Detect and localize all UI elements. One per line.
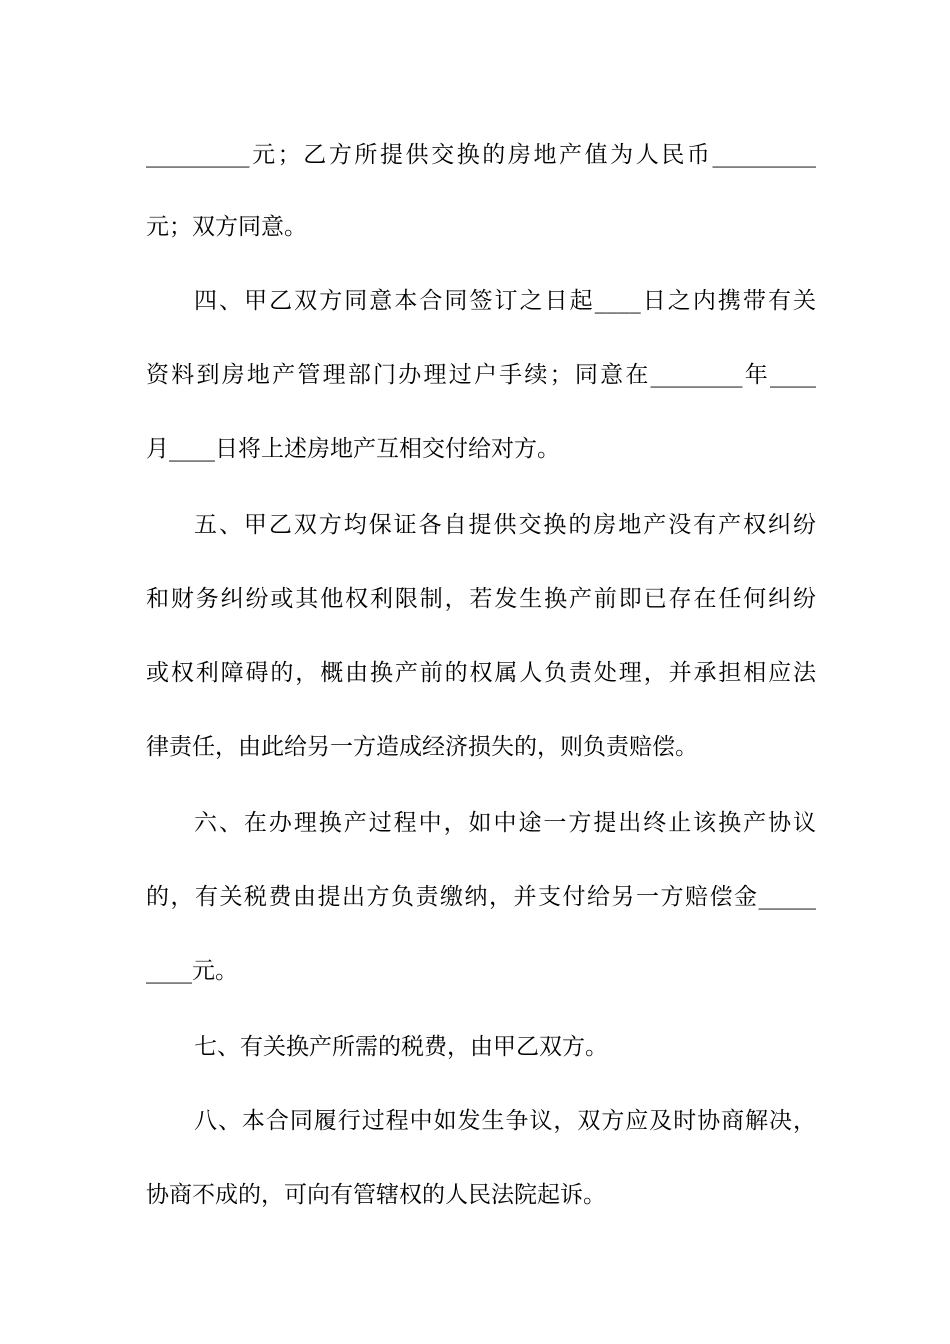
text-line: 四、甲乙双方同意本合同签订之日起____日之内携带有关: [194, 288, 816, 314]
text-line: 和财务纠纷或其他权利限制，若发生换产前即已存在任何纠纷: [146, 586, 816, 612]
text-line: 资料到房地产管理部门办理过户手续；同意在________年____: [146, 362, 816, 388]
text-line: 七、有关换产所需的税费，由甲乙双方。: [194, 1034, 608, 1060]
text-line: 协商不成的，可向有管辖权的人民法院起诉。: [146, 1182, 606, 1208]
text-line: 五、甲乙双方均保证各自提供交换的房地产没有产权纠纷: [194, 512, 816, 538]
text-line: 六、在办理换产过程中，如中途一方提出终止该换产协议: [194, 810, 816, 836]
text-line: 律责任，由此给另一方造成经济损失的，则负责赔偿。: [146, 734, 698, 760]
text-line: 元；双方同意。: [146, 214, 307, 240]
text-line: 月____日将上述房地产互相交付给对方。: [146, 436, 560, 462]
text-line: 或权利障碍的，概由换产前的权属人负责处理，并承担相应法: [146, 660, 816, 686]
text-line: _________元；乙方所提供交换的房地产值为人民币_________: [146, 142, 816, 168]
text-line: ____元。: [146, 958, 238, 984]
text-line: 八、本合同履行过程中如发生争议，双方应及时协商解决，: [194, 1108, 816, 1134]
text-line: 的，有关税费由提出方负责缴纳，并支付给另一方赔偿金_____: [146, 884, 816, 910]
